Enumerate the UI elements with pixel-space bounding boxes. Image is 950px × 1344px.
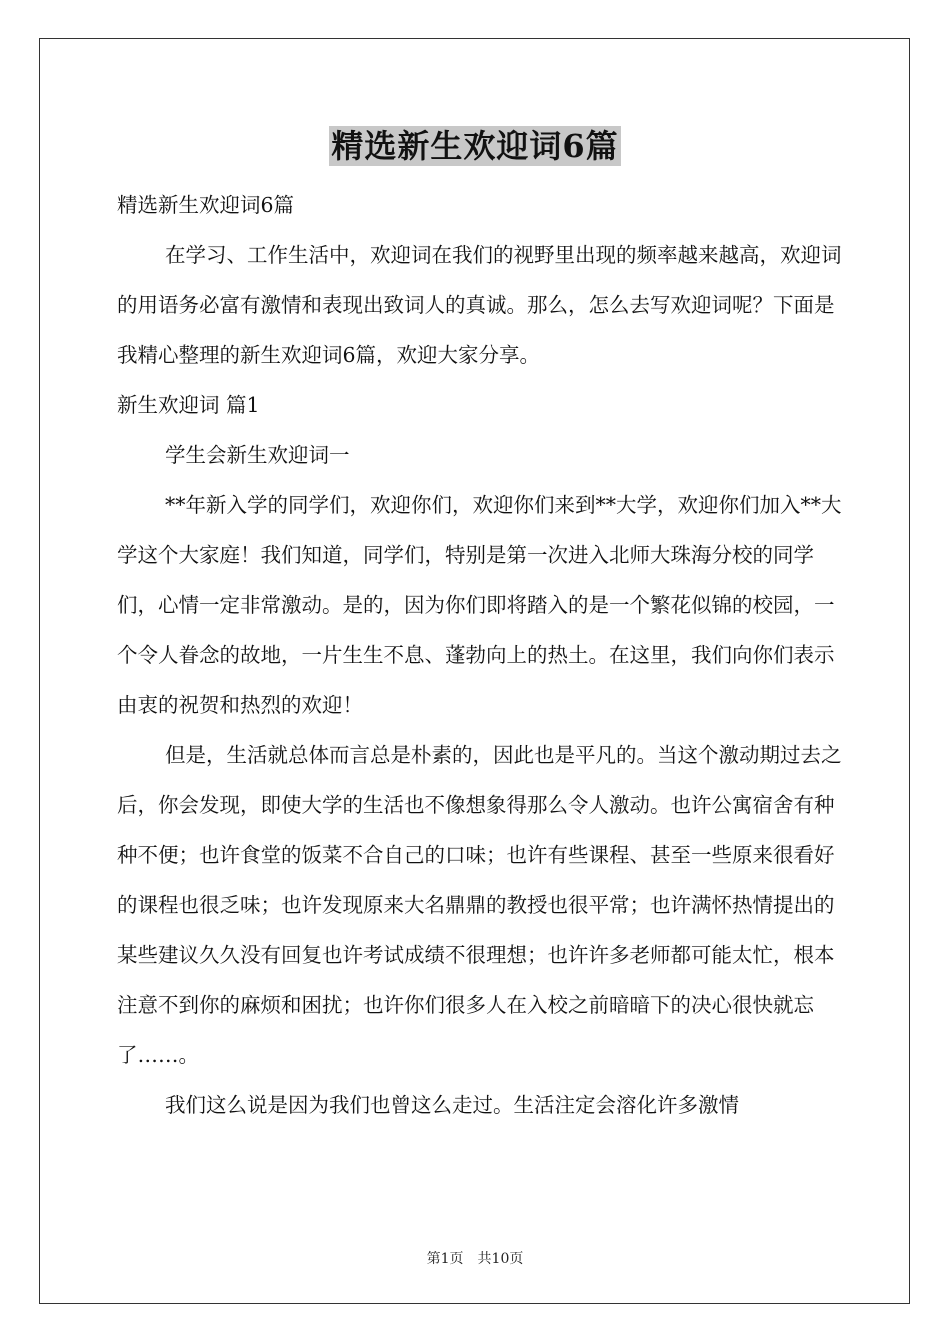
document-body (117, 180, 842, 1130)
section-heading: 新生欢迎词 篇1 (117, 393, 260, 417)
page-footer (0, 1248, 950, 1268)
page-total: 共10页 (477, 1251, 524, 1267)
subtitle-paragraph: 精选新生欢迎词6篇 (117, 193, 295, 217)
intro-paragraph: 在学习、工作生活中，欢迎词在我们的视野里出现的频率越来越高，欢迎词的用语务必富有激情和表现出致词人的真诚。那么，怎么去写欢迎词呢？下面是我精心整理的新生欢迎词6篇，欢迎大家分享。 (117, 243, 842, 367)
title-container (0, 126, 950, 166)
page-number: 第1页 (426, 1251, 464, 1267)
body-paragraph: 但是，生活就总体而言总是朴素的，因此也是平凡的。当这个激动期过去之后，你会发现，即使大学的生活也不像想象得那么令人激动。也许公寓宿舍有种种不便；也许食堂的饭菜不合自己的口味；也许有些课程、甚至一些原来很看好的课程也很乏味；也许发现原来大名鼎鼎的教授也很平常；也许满怀热情提出的某些建议久久没有回复也许考试成绩不很理想；也许许多老师都可能太忙，根本注意不到你的麻烦和困扰；也许你们很多人在入校之前暗暗下的决心很快就忘了……。 (117, 743, 842, 1067)
body-paragraph: **年新入学的同学们，欢迎你们，欢迎你们来到**大学，欢迎你们加入**大学这个大家庭！我们知道，同学们，特别是第一次进入北师大珠海分校的同学们，心情一定非常激动。是的，因为你们即将踏入的是一个繁花似锦的校园，一个令人眷念的故地，一片生生不息、蓬勃向上的热土。在这里，我们向你们表示由衷的祝贺和热烈的欢迎！ (117, 493, 842, 717)
document-title: 精选新生欢迎词6篇 (331, 127, 619, 165)
body-paragraph: 我们这么说是因为我们也曾这么走过。生活注定会溶化许多激情 (165, 1093, 739, 1117)
speech-title: 学生会新生欢迎词一 (165, 443, 350, 467)
